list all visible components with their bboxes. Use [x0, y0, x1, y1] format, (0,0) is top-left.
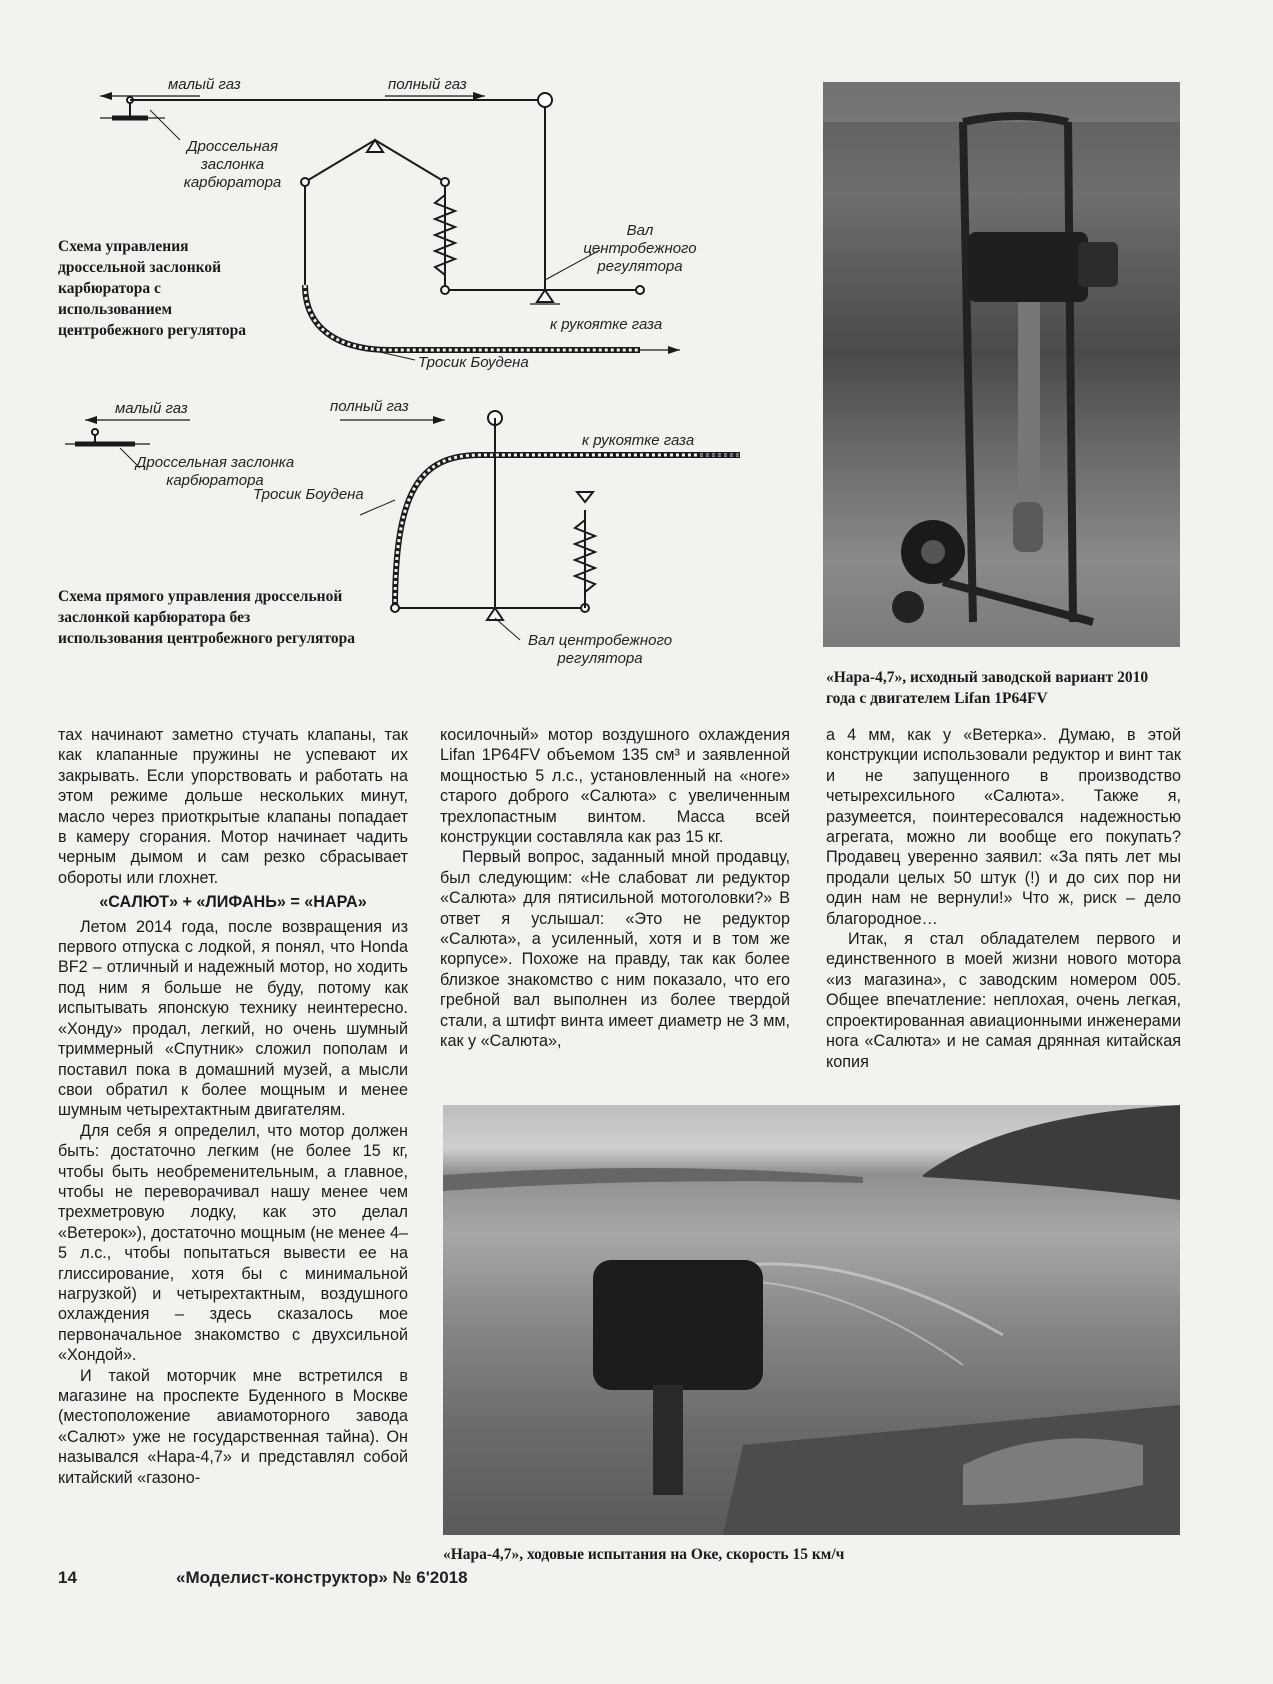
paragraph: Итак, я стал обладателем первого и единственного в моей жизни нового мотора «из магазина», с заводским номером 005. Общее впечатление: неплохая, очень легкая, спроектированная авиационными инженерами нога «Салюта» и не самая дрянная китайская копия	[826, 930, 1181, 1071]
paragraph: Для себя я определил, что мотор должен быть: достаточно легким (не более 15 кг, чтобы быть необременительным, а главное, чтобы не переворачивал нашу менее чем трехметровую лодку, как это делал «Ветерок»), достаточно мощным (не менее 4–5 л.с., чтобы попытаться вывести ее на глиссирование, хотя бы с минимальной нагрузкой) и четырехтактным, воздушного охлаждения – здесь сказалось мое первоначальное знакомство с двухсильной «Хондой».	[58, 1121, 408, 1365]
low-gas-label-2: малый газ	[115, 400, 188, 417]
paragraph: тах начинают заметно стучать клапаны, так как клапанные пружины не успевают их закрывать. Если упорствовать и работать на этом режиме дольше нескольких минут, масло через приоткрытые клапаны попадает в камеру сгорания. Мотор начинает чадить черным дымом и сам резко сбрасывает обороты или глохнет.	[58, 726, 408, 887]
full-gas-label-1: полный газ	[388, 76, 467, 93]
river-illustration	[443, 1105, 1180, 1535]
bowden-cable-label-2: Тросик Боудена	[253, 486, 364, 503]
paragraph: И такой моторчик мне встретился в магазине на проспекте Буденного в Москве (местоположение авиамоторного завода «Салют» уже не государственная тайна). Он назывался «Нара-4,7» и представлял собой китайский «газоно-	[58, 1366, 408, 1487]
photo1-caption: «Нара-4,7», исходный заводской вариант 2010 года с двигателем Lifan 1P64FV	[826, 669, 1149, 707]
throttle-label-1: Дроссельная заслонка карбюратора	[183, 138, 282, 191]
text-column-1	[58, 725, 408, 1488]
to-handle-label-2: к рукоятке газа	[582, 432, 695, 449]
text-column-2	[440, 725, 790, 1052]
photo2-caption: «Нара-4,7», ходовые испытания на Оке, скорость 15 км/ч	[443, 1546, 845, 1563]
section-subheading: «САЛЮТ» + «ЛИФАНЬ» = «НАРА»	[99, 893, 367, 912]
page-number: 14	[58, 1568, 77, 1587]
to-handle-label-1: к рукоятке газа	[550, 316, 663, 333]
text-column-3	[826, 725, 1181, 1072]
diagram1-caption: Схема управления дроссельной заслонкой карбюратора с использованием центробежного регулятора	[58, 238, 247, 339]
diagram2-caption: Схема прямого управления дроссельной заслонкой карбюратора без использования центробежного регулятора	[58, 588, 355, 647]
bowden-cable-label-1: Тросик Боудена	[418, 354, 529, 371]
shaft-label-2: Вал центробежного регулятора	[527, 632, 673, 667]
throttle-label-2: Дроссельная заслонка карбюратора	[135, 454, 295, 489]
motor-cart-illustration	[823, 82, 1180, 647]
full-gas-label-2: полный газ	[330, 398, 409, 415]
paragraph: Летом 2014 года, после возвращения из первого отпуска с лодкой, я понял, что Honda BF2 – отличный и надежный мотор, но ходить под ним я больше не буду, потому как испытывать японскую технику неинтересно. «Хонду» продал, легкий, но очень шумный триммерный «Спутник» сложил пополам и поставил пока в домашний музей, а мысли свои обратил к более мощным и менее шумным четырехтактным двигателям.	[58, 917, 408, 1120]
river-test-photo	[443, 1105, 1180, 1535]
shaft-label-1: Вал центробежного регулятора	[583, 222, 697, 275]
motor-cart-photo	[823, 82, 1180, 647]
paragraph: косилочный» мотор воздушного охлаждения Lifan 1P64FV объемом 135 см³ и заявленной мощностью 5 л.с., установленный на «ноге» старого доброго «Салюта» с увеличенным трехлопастным винтом. Масса всей конструкции составляла как раз 15 кг.	[440, 726, 790, 847]
paragraph: Первый вопрос, заданный мной продавцу, был следующим: «Не слабоват ли редуктор «Салюта» для пятисильной мотоголовки?» В ответ я услышал: «Это не редуктор «Салюта», а усиленный, хотя и в том же корпусе». Похоже на правду, так как более близкое знакомство с ним показало, что его гребной вал выполнен из более твердой стали, а штифт винта имеет диаметр не 3 мм, как у «Салюта»,	[440, 848, 790, 1051]
paragraph: а 4 мм, как у «Ветерка». Думаю, в этой конструкции использовали редуктор и винт так и не запущенного в производство четырехсильного «Салюта». Также я, разумеется, поинтересовался надежностью агрегата, можно ли вообще его покупать? Продавец уверенно заявил: «За пять лет мы продали целых 50 штук (!) и до сих пор ни один нам не вернули!» Что ж, риск – дело благородное…	[826, 726, 1181, 928]
low-gas-label-1: малый газ	[168, 76, 241, 93]
magazine-title: «Моделист-конструктор» № 6'2018	[176, 1568, 468, 1587]
